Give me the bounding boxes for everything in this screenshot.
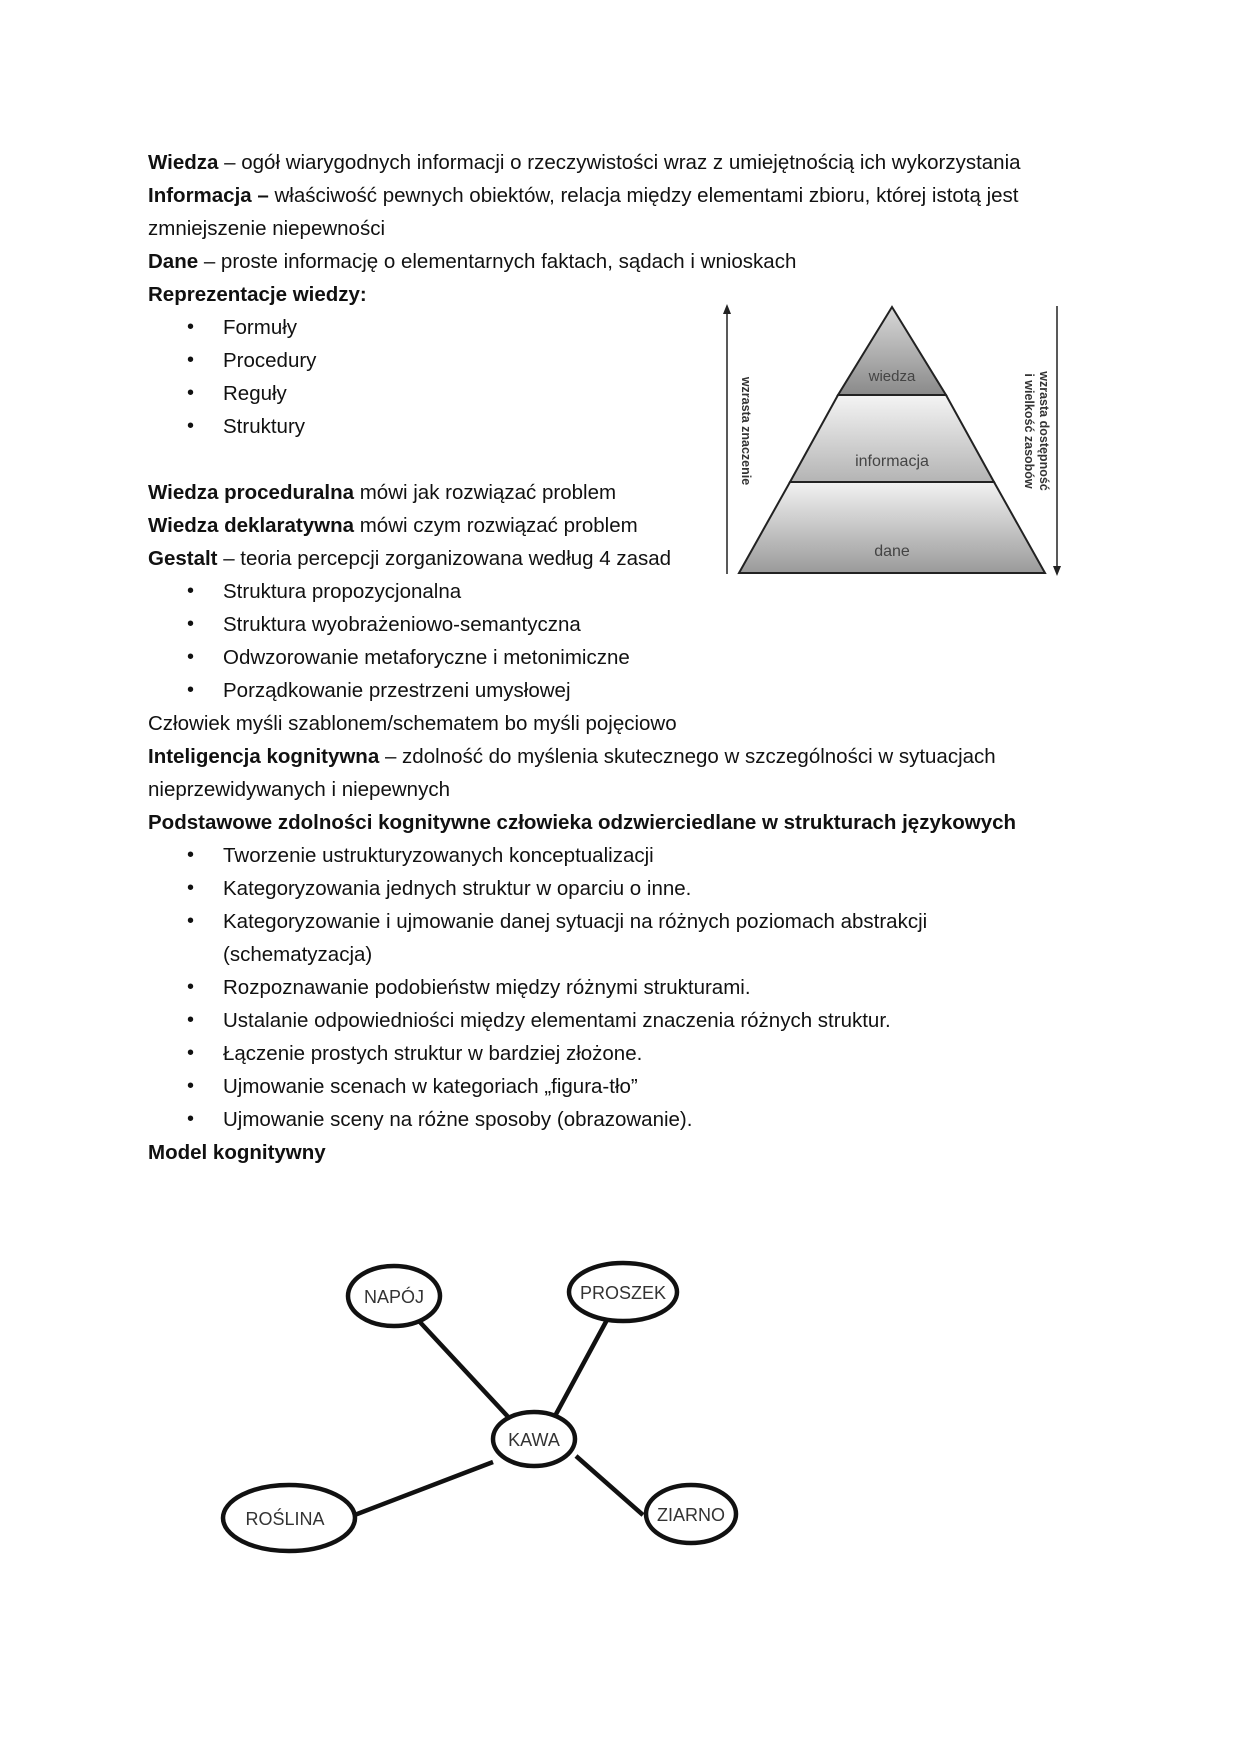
procedural-def: mówi jak rozwiązać problem [354, 481, 617, 504]
node-kawa [493, 1412, 575, 1466]
gestalt-def: – teoria percepcji zorganizowana według 4 zasad [217, 547, 672, 570]
node-roslina [223, 1485, 355, 1551]
svg-text:NAPÓJ: NAPÓJ [363, 1287, 425, 1307]
intelligence-def-1: – zdolność do myślenia skutecznego w szczególności w sytuacjach [379, 745, 996, 768]
pyramid-label-informacja: informacja [855, 453, 929, 470]
edge-napoj-kawa [418, 1320, 511, 1420]
dane-definition [148, 245, 796, 278]
wiedza-term: Wiedza [148, 151, 219, 174]
svg-text:PROSZEK: PROSZEK [579, 1283, 667, 1303]
list-item: • Kategoryzowanie i ujmowanie danej sytuacji na różnych poziomach abstrakcji [187, 905, 891, 938]
representations-heading: Reprezentacje wiedzy: [148, 283, 367, 306]
intelligence-definition [148, 740, 996, 773]
edge-roslina-kawa [352, 1462, 493, 1516]
intelligence-def-2: nieprzewidywanych i niepewnych [148, 778, 450, 801]
node-proszek [569, 1263, 677, 1321]
schema-line: Człowiek myśli szablonem/schematem bo myśli pojęciowo [148, 712, 677, 735]
wiedza-definition [148, 146, 1021, 179]
edge-proszek-kawa [555, 1318, 608, 1416]
node-ziarno [646, 1485, 736, 1543]
list-item: • Ujmowanie scenach w kategoriach „figura-tło” [187, 1070, 602, 1103]
informacja-def-2: zmniejszenie niepewności [148, 217, 386, 240]
procedural-knowledge [148, 476, 616, 509]
list-item: • Porządkowanie przestrzeni umysłowej [187, 674, 535, 707]
list-item: • Tworzenie ustrukturyzowanych konceptualizacji [187, 839, 618, 872]
wiedza-def: – ogół wiarygodnych informacji o rzeczywistości wraz z umiejętnością ich wykorzystania [218, 151, 1021, 174]
gestalt-term: Gestalt [148, 547, 218, 570]
list-item: • Kategoryzowania jednych struktur w oparciu o inne. [187, 872, 655, 905]
svg-text:ZIARNO: ZIARNO [656, 1505, 726, 1525]
cognitive-model-diagram [200, 1240, 760, 1570]
list-item: • Formuły [187, 311, 261, 344]
declarative-def: mówi czym rozwiązać problem [354, 514, 638, 537]
svg-text:KAWA: KAWA [508, 1430, 560, 1450]
declarative-knowledge [148, 509, 638, 542]
right-axis-label-1: wzrasta dostępność [1037, 371, 1051, 491]
svg-text:ROŚLINA: ROŚLINA [245, 1509, 325, 1529]
informacja-term: Informacja – [148, 184, 269, 207]
knowledge-pyramid [720, 300, 1070, 580]
pyramid-label-dane: dane [874, 543, 910, 560]
list-item: • Ujmowanie sceny na różne sposoby (obrazowanie). [187, 1103, 656, 1136]
right-axis-label-2: i wielkość zasobów [1022, 373, 1036, 489]
list-item: • Reguły [187, 377, 251, 410]
model-heading: Model kognitywny [148, 1141, 326, 1164]
dane-def: – proste informację o elementarnych faktach, sądach i wnioskach [198, 250, 797, 273]
edge-kawa-ziarno [576, 1456, 643, 1515]
list-item-continuation: (schematyzacja) [223, 943, 373, 966]
pyramid-label-wiedza: wiedza [868, 368, 916, 385]
left-axis-label: wzrasta znaczenie [739, 376, 753, 486]
intelligence-term: Inteligencja kognitywna [148, 745, 380, 768]
gestalt-definition [148, 542, 671, 575]
abilities-heading: Podstawowe zdolności kognitywne człowieka odzwierciedlane w strukturach językowych [148, 811, 1017, 834]
node-napoj [348, 1266, 440, 1326]
list-item: • Rozpoznawanie podobieństw między różnymi strukturami. [187, 971, 715, 1004]
list-item: • Odwzorowanie metaforyczne i metonimiczne [187, 641, 594, 674]
list-item: • Łączenie prostych struktur w bardziej złożone. [187, 1037, 606, 1070]
informacja-definition [148, 179, 1018, 212]
procedural-term: Wiedza proceduralna [148, 481, 355, 504]
list-item: • Struktura wyobrażeniowo-semantyczna [187, 608, 545, 641]
list-item: • Procedury [187, 344, 280, 377]
list-item: • Struktura propozycjonalna [187, 575, 425, 608]
declarative-term: Wiedza deklaratywna [148, 514, 355, 537]
dane-term: Dane [148, 250, 199, 273]
informacja-def-1: właściwość pewnych obiektów, relacja między elementami zbioru, której istotą jest [268, 184, 1019, 207]
list-item: • Ustalanie odpowiedniości między elementami znaczenia różnych struktur. [187, 1004, 855, 1037]
list-item: • Struktury [187, 410, 269, 443]
